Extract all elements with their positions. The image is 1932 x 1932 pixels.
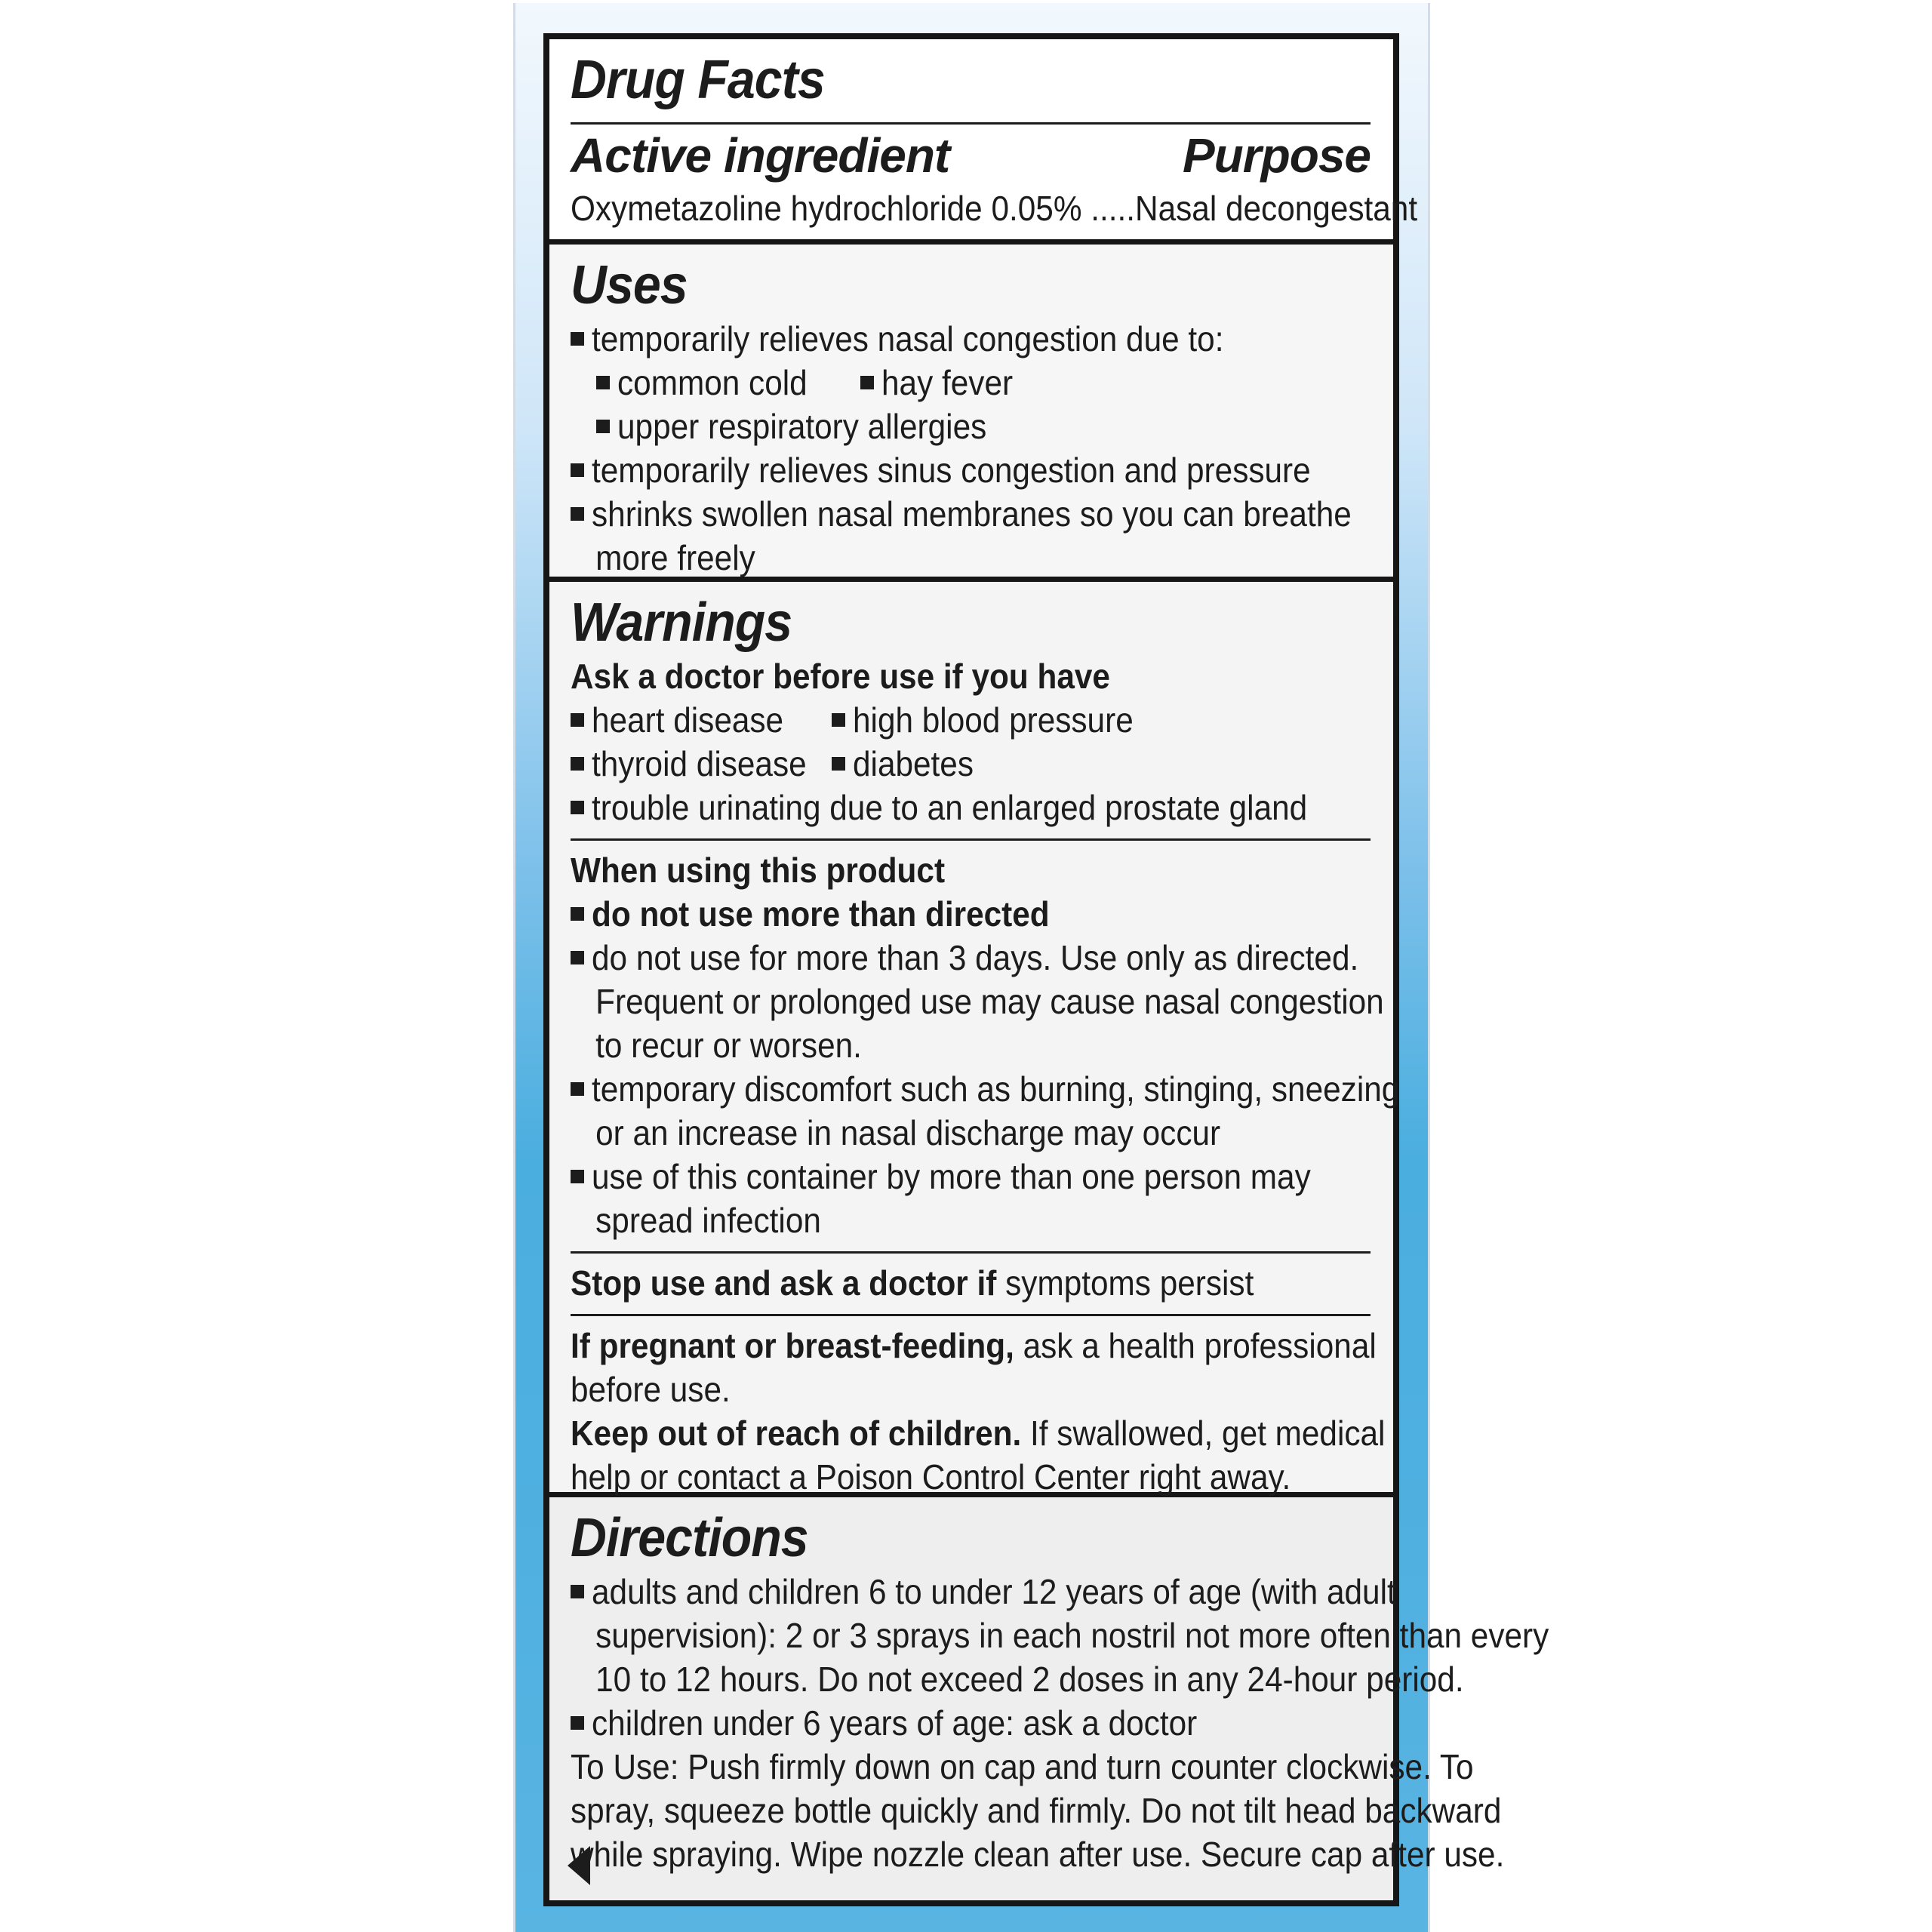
keep-out-line-continued: help or contact a Poison Control Center right away. <box>571 1457 1291 1497</box>
when-using-item: use of this container by more than one person may <box>592 1157 1311 1196</box>
uses-subitem: upper respiratory allergies <box>617 407 987 446</box>
stop-use-label: Stop use and ask a doctor if <box>571 1263 997 1303</box>
pregnant-text: ask a health professional <box>1014 1326 1377 1365</box>
directions-item: children under 6 years of age: ask a doctor <box>592 1703 1198 1743</box>
bullet-icon <box>571 1170 584 1183</box>
warnings-divider <box>571 838 1371 841</box>
bullet-icon <box>596 376 610 389</box>
to-use-text: spray, squeeze bottle quickly and firmly. Do not tilt head backward <box>571 1791 1502 1830</box>
when-using-item-continued: to recur or worsen. <box>595 1026 862 1065</box>
bullet-icon <box>571 1082 584 1096</box>
warnings-section <box>549 582 1400 1497</box>
active-ingredient-section <box>549 39 1418 239</box>
warnings-heading: Warnings <box>571 592 792 653</box>
when-using-item-continued: spread infection <box>595 1201 821 1240</box>
uses-section <box>549 245 1393 577</box>
bullet-icon <box>832 713 845 727</box>
directions-item: adults and children 6 to under 12 years of age (with adult <box>592 1572 1396 1611</box>
directions-item-continued: 10 to 12 hours. Do not exceed 2 doses in any 24-hour period. <box>595 1660 1464 1699</box>
bullet-icon <box>832 757 845 771</box>
ask-doctor-heading: Ask a doctor before use if you have <box>571 657 1110 696</box>
uses-item: shrinks swollen nasal membranes so you can breathe <box>592 494 1352 534</box>
bullet-icon <box>571 1716 584 1730</box>
bullet-icon <box>571 713 584 727</box>
pregnant-line <box>571 1324 1377 1367</box>
uses-item: temporarily relieves nasal congestion due to: <box>592 319 1224 358</box>
uses-subitem: hay fever <box>881 363 1014 402</box>
directions-section <box>549 1497 1549 1900</box>
active-ingredient-line: Oxymetazoline hydrochloride 0.05% .....Nasal decongestant <box>571 189 1418 228</box>
uses-item: temporarily relieves sinus congestion and pressure <box>592 451 1311 490</box>
active-ingredient-heading: Active ingredient <box>571 128 950 183</box>
when-using-item: do not use for more than 3 days. Use only as directed. <box>592 938 1359 977</box>
uses-subitem: common cold <box>617 363 808 402</box>
when-using-item-continued: Frequent or prolonged use may cause nasal congestion <box>595 982 1384 1021</box>
when-using-item-continued: or an increase in nasal discharge may occur <box>595 1113 1221 1152</box>
bullet-icon <box>571 463 584 477</box>
condition-item: heart disease <box>592 700 784 740</box>
purpose-heading: Purpose <box>1182 128 1371 183</box>
stop-use-line <box>571 1261 1306 1305</box>
keep-out-line <box>571 1411 1386 1455</box>
pregnant-label: If pregnant or breast-feeding, <box>571 1326 1014 1365</box>
bullet-icon <box>571 1585 584 1598</box>
when-using-item: do not use more than directed <box>592 894 1050 934</box>
condition-item: thyroid disease <box>592 744 807 783</box>
warnings-divider <box>571 1251 1371 1254</box>
directions-item-continued: supervision): 2 or 3 sprays in each nostril not more often than every <box>595 1616 1549 1655</box>
keep-out-label: Keep out of reach of children. <box>571 1414 1022 1453</box>
bullet-icon <box>571 757 584 771</box>
bullet-icon <box>571 907 584 921</box>
bullet-icon <box>860 376 874 389</box>
condition-item: diabetes <box>853 744 974 783</box>
bullet-icon <box>571 507 584 521</box>
to-use-text: To Use: Push firmly down on cap and turn counter clockwise. To <box>571 1747 1474 1786</box>
directions-heading: Directions <box>571 1508 808 1568</box>
bullet-icon <box>571 951 584 964</box>
bullet-icon <box>596 420 610 433</box>
to-use-text: while spraying. Wipe nozzle clean after use. Secure cap after use. <box>571 1835 1505 1874</box>
drug-facts-panel <box>543 33 1549 1906</box>
uses-heading: Uses <box>571 255 688 315</box>
uses-item-continued: more freely <box>595 538 755 577</box>
pregnant-line-continued: before use. <box>571 1370 731 1409</box>
drug-facts-title: Drug Facts <box>571 50 825 110</box>
condition-item: high blood pressure <box>853 700 1134 740</box>
keep-out-text: If swallowed, get medical <box>1021 1414 1386 1453</box>
condition-item: trouble urinating due to an enlarged prostate gland <box>592 788 1308 827</box>
bullet-icon <box>571 332 584 346</box>
when-using-heading: When using this product <box>571 851 946 890</box>
stop-use-text: symptoms persist <box>996 1263 1254 1303</box>
bullet-icon <box>571 801 584 814</box>
when-using-item: temporary discomfort such as burning, stinging, sneezing <box>592 1069 1400 1109</box>
warnings-divider <box>571 1314 1371 1316</box>
left-arrow-icon <box>568 1846 590 1885</box>
